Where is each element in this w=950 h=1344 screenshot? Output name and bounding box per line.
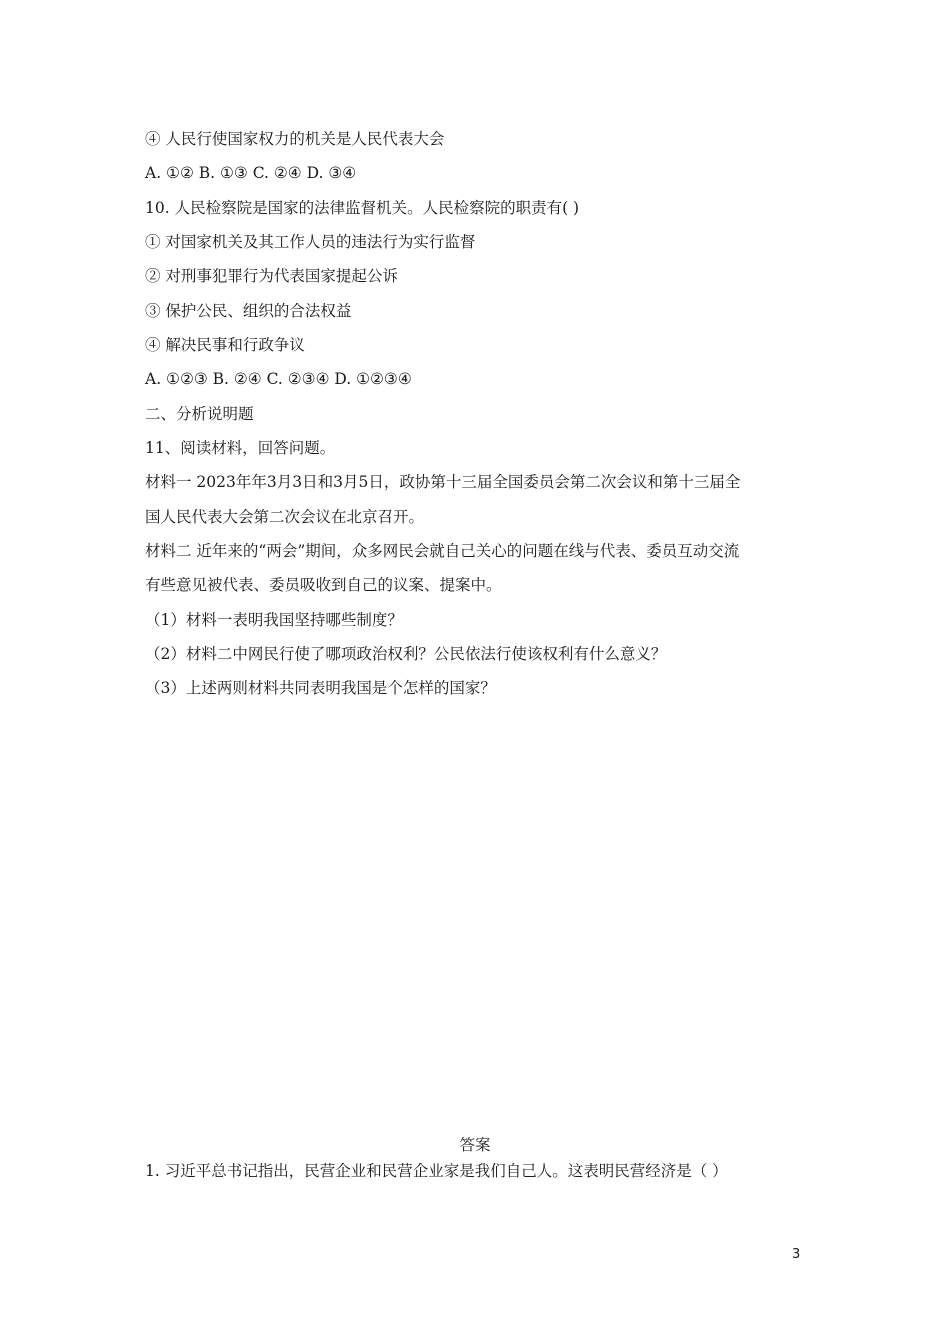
sub-question-1: （1）材料一表明我国坚持哪些制度？	[145, 611, 403, 629]
sub-question-3: （3）上述两则材料共同表明我国是个怎样的国家？	[145, 679, 496, 697]
q10-item-4: ④ 解决民事和行政争议	[145, 336, 305, 354]
q9-choices: A. ①② B. ①③ C. ②④ D. ③④	[145, 164, 357, 182]
material-1-line-1: 材料一 2023年年3月3日和3月5日，政协第十三届全国委员会第二次会议和第十三届全	[145, 473, 741, 491]
answer-heading: 答案	[459, 1136, 491, 1154]
page-number: 3	[792, 1247, 801, 1262]
sub-question-2: （2）材料二中网民行使了哪项政治权利？公民依法行使该权利有什么意义？	[145, 645, 667, 663]
q10-item-3: ③ 保护公民、组织的合法权益	[145, 302, 352, 320]
material-2-line-1: 材料二 近年来的“两会”期间，众多网民会就自己关心的问题在线与代表、委员互动交流	[145, 542, 740, 560]
q10-item-2: ② 对刑事犯罪行为代表国家提起公诉	[145, 267, 398, 285]
material-1-line-2: 国人民代表大会第二次会议在北京召开。	[145, 508, 425, 526]
q10-stem: 10. 人民检察院是国家的法律监督机关。人民检察院的职责有( )	[145, 199, 580, 217]
section-heading: 二、分析说明题	[145, 405, 254, 423]
option-4-text: ④ 人民行使国家权力的机关是人民代表大会	[145, 130, 445, 148]
material-2-line-2: 有些意见被代表、委员吸收到自己的议案、提案中。	[145, 576, 502, 594]
answer-q1: 1. 习近平总书记指出，民营企业和民营企业家是我们自己人。这表明民营经济是（ ）	[145, 1162, 728, 1180]
q10-item-1: ① 对国家机关及其工作人员的违法行为实行监督	[145, 233, 476, 251]
q10-choices: A. ①②③ B. ②④ C. ②③④ D. ①②③④	[145, 370, 412, 388]
q11-stem: 11、阅读材料，回答问题。	[145, 439, 336, 457]
